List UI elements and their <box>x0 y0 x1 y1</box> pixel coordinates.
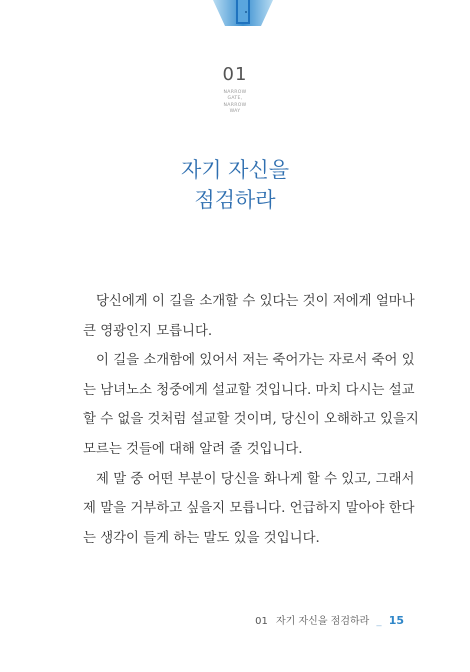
tagline-line: GATE, <box>227 96 243 102</box>
footer-separator: _ <box>376 616 382 627</box>
page-number: 15 <box>388 614 404 627</box>
footer-chapter-number: 01 <box>255 616 268 627</box>
chapter-title-line: 점검하라 <box>194 188 276 213</box>
body-line: 당신에게 이 길을 소개할 수 있다는 것이 저에게 얼마나 <box>96 294 415 309</box>
chapter-title <box>0 155 470 215</box>
chapter-number: 01 <box>222 64 248 85</box>
body-line: 이 길을 소개함에 있어서 저는 죽어가는 자로서 죽어 있 <box>96 353 415 369</box>
body-line: 는 남녀노소 청중에게 설교할 것입니다. 마치 다시는 설교 <box>83 382 415 398</box>
body-line: 제 말을 거부하고 싶을지 모릅니다. 언급하지 말아야 한다 <box>83 501 415 517</box>
tagline-line: NARROW <box>223 90 247 95</box>
chapter-title-line: 자기 자신을 <box>180 158 290 183</box>
body-line: 는 생각이 들게 하는 말도 있을 것입니다. <box>83 530 320 546</box>
body-line: 큰 영광인지 모릅니다. <box>83 323 213 339</box>
body-line: 할 수 없을 것처럼 설교할 것이며, 당신이 오해하고 있을지 <box>83 412 419 428</box>
tagline-line: WAY <box>229 109 241 115</box>
tagline-line: NARROW <box>223 102 247 108</box>
body-line: 제 말 중 어떤 부분이 당신을 화나게 할 수 있고, 그래서 <box>96 471 415 487</box>
footer-chapter-title: 자기 자신을 점검하라 <box>276 616 370 627</box>
body-text <box>83 287 419 553</box>
door-icon <box>213 0 273 26</box>
chapter-tagline <box>0 90 470 116</box>
page-footer <box>255 612 404 627</box>
body-line: 모르는 것들에 대해 알려 줄 것입니다. <box>83 441 303 457</box>
